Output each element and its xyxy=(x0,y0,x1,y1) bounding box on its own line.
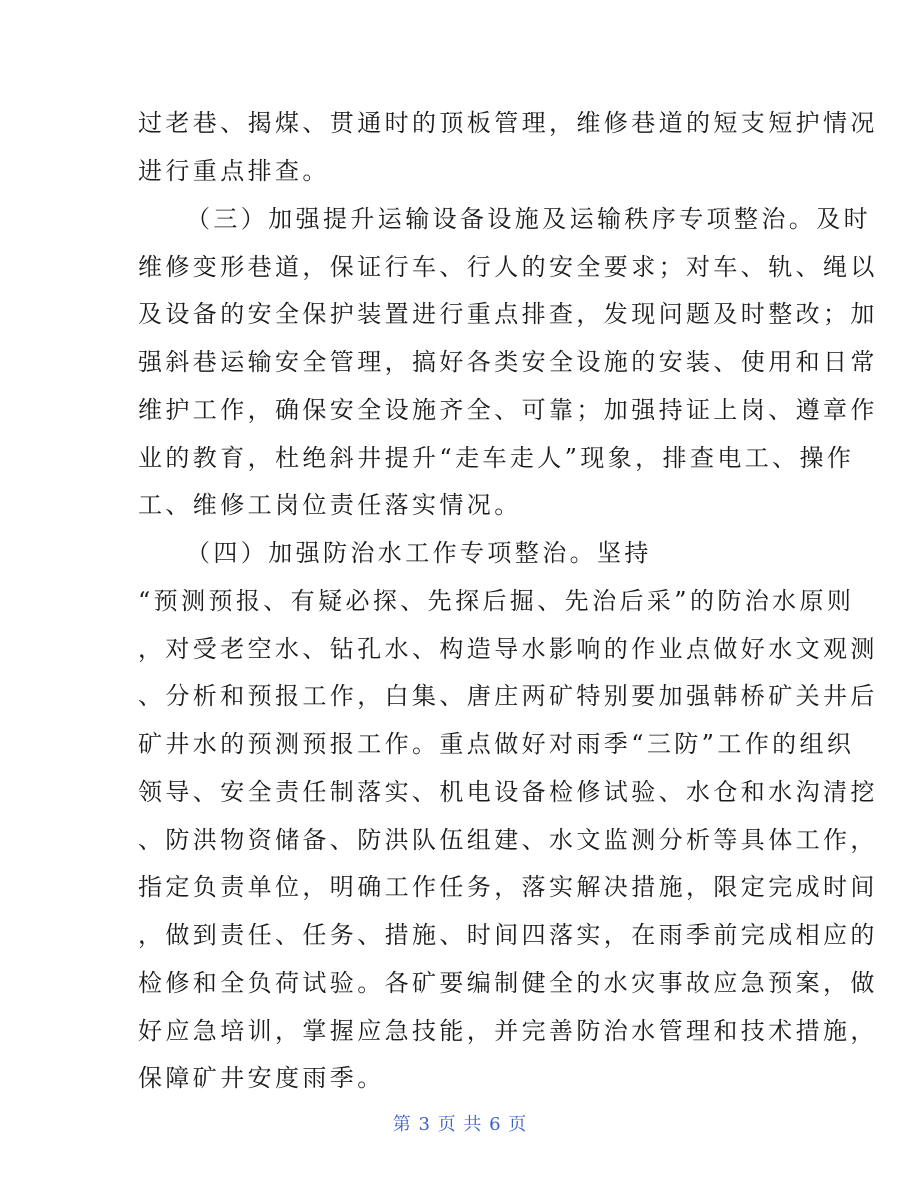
section-heading-line: （三）加强提升运输设备设施及运输秩序专项整治。及时 xyxy=(186,205,871,233)
text-line: 维护工作，确保安全设施齐全、可靠；加强持证上岗、遵章作 xyxy=(138,396,878,424)
text-line: 、分析和预报工作，白集、唐庄两矿特别要加强韩桥矿关井后 xyxy=(138,682,878,710)
text-line: 指定负责单位，明确工作任务，落实解决措施，限定完成时间 xyxy=(138,873,878,901)
text-line: 检修和全负荷试验。各矿要编制健全的水灾事故应急预案，做 xyxy=(138,969,878,997)
text-line: 及设备的安全保护装置进行重点排查，发现问题及时整改；加 xyxy=(138,300,878,328)
page-number-footer: 第 3 页 共 6 页 xyxy=(392,1114,528,1135)
section-heading-line: （四）加强防治水工作专项整治。坚持 xyxy=(186,539,652,567)
text-line: ，做到责任、任务、措施、时间四落实，在雨季前完成相应的 xyxy=(138,921,878,949)
text-line: 进行重点排查。 xyxy=(138,157,330,185)
text-line: 维修变形巷道，保证行车、行人的安全要求；对车、轨、绳以 xyxy=(138,253,878,281)
text-line: 保障矿井安度雨季。 xyxy=(138,1064,385,1092)
text-line: ，对受老空水、钻孔水、构造导水影响的作业点做好水文观测 xyxy=(138,635,878,663)
text-line: 、防洪物资储备、防洪队伍组建、水文监测分析等具体工作， xyxy=(138,826,878,854)
text-line: 工、维修工岗位责任落实情况。 xyxy=(138,491,522,519)
text-line: 好应急培训，掌握应急技能，并完善防治水管理和技术措施， xyxy=(138,1017,878,1045)
text-line: 过老巷、揭煤、贯通时的顶板管理，维修巷道的短支短护情况 xyxy=(138,109,878,137)
text-line: 矿井水的预测预报工作。重点做好对雨季“三防”工作的组织 xyxy=(138,730,855,758)
text-line: 强斜巷运输安全管理，搞好各类安全设施的安装、使用和日常 xyxy=(138,348,878,376)
text-line: “预测预报、有疑必探、先探后掘、先治后采”的防治水原则 xyxy=(138,587,855,615)
text-line: 业的教育，杜绝斜井提升“走车走人”现象，排查电工、操作 xyxy=(138,444,855,472)
text-line: 领导、安全责任制落实、机电设备检修试验、水仓和水沟清挖 xyxy=(138,778,878,806)
